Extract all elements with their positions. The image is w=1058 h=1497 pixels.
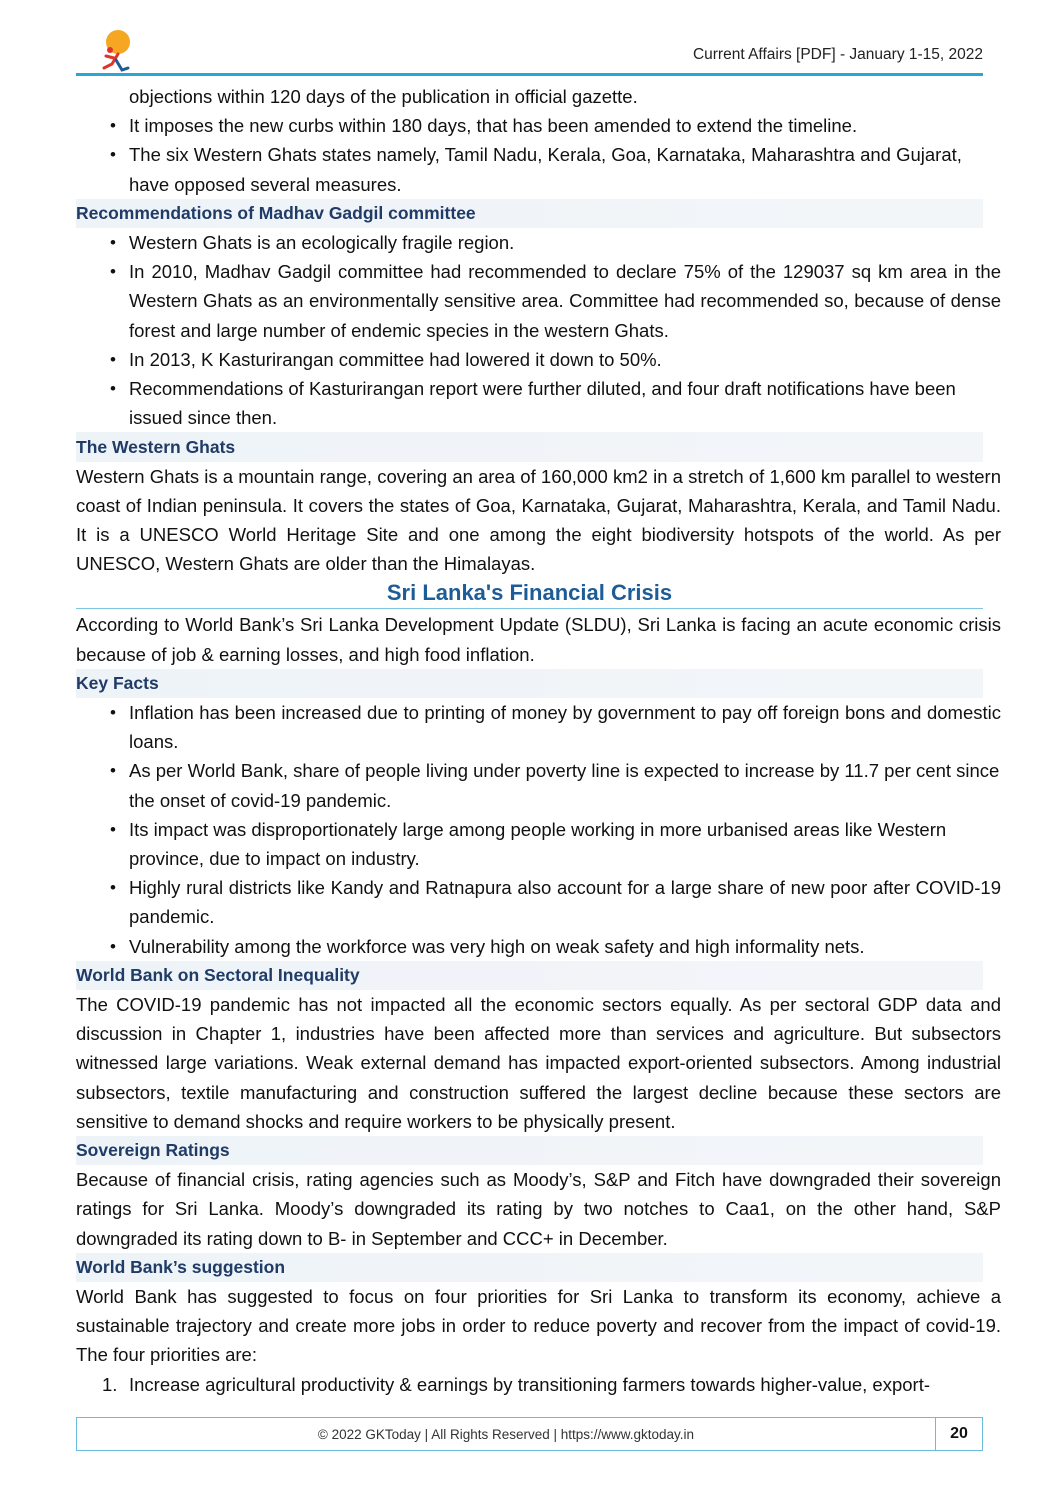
list-text: Increase agricultural productivity & earnings by transitioning farmers towards higher-value, export- xyxy=(129,1373,931,1395)
list-item: • Its impact was disproportionately large among people working in more urbanised areas like Western province, due to impact on industry. xyxy=(76,815,1001,873)
priorities-list xyxy=(76,1370,1001,1399)
paragraph: The COVID-19 pandemic has not impacted all the economic sectors equally. As per sectoral GDP data and discussion in Chapter 1, industries have been affected more than services and agriculture. But subsectors witnessed large variations. Weak external demand has impacted export-oriented subsectors. Among industrial subsectors, textile manufacturing and construction suffered the largest decline because these sectors are sensitive to demand shocks and require workers to be physically present. xyxy=(76,994,1001,1132)
heading-text: Sovereign Ratings xyxy=(76,1140,230,1161)
intro-list xyxy=(76,111,1001,199)
paragraph: Because of financial crisis, rating agencies such as Moody’s, S&P and Fitch have downgraded their sovereign ratings for Sri Lanka. Moody’s downgraded its rating by two notches to Caa1, on the other hand, S&P downgraded its rating down to B- in September and CCC+ in December. xyxy=(76,1169,1001,1249)
list-item xyxy=(76,1370,1001,1399)
paragraph: According to World Bank’s Sri Lanka Development Update (SLDU), Sri Lanka is facing an acute economic crisis because of job & earning losses, and high food inflation. xyxy=(76,614,1001,665)
page-content xyxy=(76,82,1001,1399)
section-heading xyxy=(76,669,983,698)
key-facts-list xyxy=(76,698,1001,961)
list-item: • Western Ghats is an ecologically fragile region. xyxy=(76,228,1001,257)
footer-copyright: © 2022 GKToday | All Rights Reserved | https://www.gktoday.in xyxy=(317,1426,695,1442)
list-item: • In 2010, Madhav Gadgil committee had recommended to declare 75% of the 129037 sq km area in the Western Ghats as an environmentally sensitive area. Committee had recommended so, because of dense forest and large number of endemic species in the western Ghats. xyxy=(76,257,1001,345)
gktoday-logo xyxy=(94,28,134,76)
section-heading xyxy=(76,1136,983,1165)
gadgil-list xyxy=(76,228,1001,432)
heading-text: The Western Ghats xyxy=(76,436,236,457)
paragraph: Western Ghats is a mountain range, covering an area of 160,000 km2 in a stretch of 1,600 km parallel to western coast of Indian peninsula. It covers the states of Goa, Karnataka, Gujarat, Maharashtra, Kerala, and Tamil Nadu. It is a UNESCO World Heritage Site and one among the eight biodiversity hotspots of the world. As per UNESCO, Western Ghats are older than the Himalayas. xyxy=(76,465,1001,575)
page-header xyxy=(76,0,983,78)
header-title: Current Affairs [PDF] - January 1-15, 2022 xyxy=(692,46,983,63)
heading-text: Recommendations of Madhav Gadgil committee xyxy=(76,202,476,223)
list-item: • Vulnerability among the workforce was very high on weak safety and high informality nets. xyxy=(76,932,1001,961)
list-item: • Inflation has been increased due to printing of money by government to pay off foreign bons and domestic loans. xyxy=(76,698,1001,756)
heading-text: Key Facts xyxy=(76,672,159,693)
list-item: • Recommendations of Kasturirangan report were further diluted, and four draft notifications have been issued since then. xyxy=(76,374,1001,432)
section-heading xyxy=(76,432,983,461)
list-number: 1. xyxy=(102,1373,118,1395)
list-item: • As per World Bank, share of people living under poverty line is expected to increase by 11.7 per cent since the onset of covid-19 pandemic. xyxy=(76,756,1001,814)
header-divider xyxy=(76,73,983,76)
heading-text: World Bank on Sectoral Inequality xyxy=(76,964,360,985)
paragraph: World Bank has suggested to focus on four priorities for Sri Lanka to transform its economy, achieve a sustainable trajectory and create more jobs in order to reduce poverty and recover from the impact of covid-19. The four priorities are: xyxy=(76,1286,1001,1366)
article-title: Sri Lanka's Financial Crisis xyxy=(76,578,983,609)
section-heading xyxy=(76,1253,983,1282)
list-item: • The six Western Ghats states namely, Tamil Nadu, Kerala, Goa, Karnataka, Maharashtra and Gujarat, have opposed several measures. xyxy=(76,140,1001,198)
intro-continuation: objections within 120 days of the publication in official gazette. xyxy=(129,86,638,107)
list-item: • Highly rural districts like Kandy and Ratnapura also account for a large share of new poor after COVID-19 pandemic. xyxy=(76,873,1001,931)
heading-text: World Bank’s suggestion xyxy=(76,1256,286,1277)
page-footer xyxy=(76,1417,983,1451)
list-item: • In 2013, K Kasturirangan committee had lowered it down to 50%. xyxy=(76,345,1001,374)
section-heading xyxy=(76,961,983,990)
page-number: 20 xyxy=(935,1418,982,1450)
list-item: • It imposes the new curbs within 180 days, that has been amended to extend the timeline. xyxy=(76,111,1001,140)
section-heading xyxy=(76,199,983,228)
